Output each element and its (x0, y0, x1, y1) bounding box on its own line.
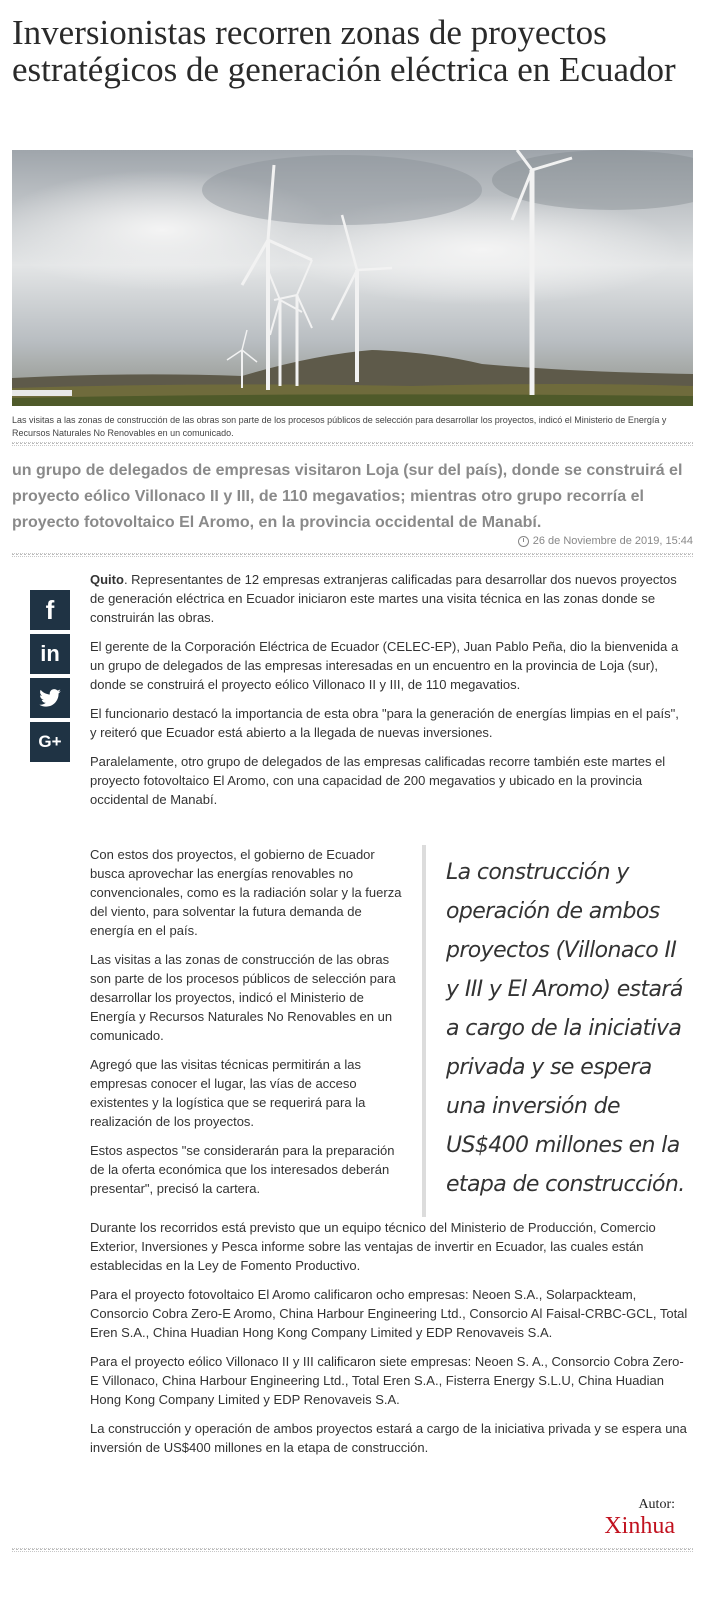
social-share-bar (30, 590, 70, 766)
paragraph: Paralelamente, otro grupo de delegados de las empresas calificadas recorre también este martes el proyecto fotovoltaico El Aromo, con una capacidad de 200 megavatios y ubicado en la provincia occidental de Manabí. (90, 754, 666, 807)
pull-quote: La construcción y operación de ambos proyectos (Villonaco II y III y El Aromo) estará a cargo de la iniciativa privada y se espera una inversión de US$400 millones en la etapa de construcción. (446, 860, 685, 1197)
facebook-share-button[interactable] (30, 590, 70, 630)
pull-quote-bar (422, 845, 426, 1217)
clock-icon (518, 536, 529, 547)
paragraph (90, 570, 688, 627)
twitter-icon (39, 689, 61, 707)
publish-date-text: 26 de Noviembre de 2019, 15:44 (532, 535, 693, 547)
facebook-icon: f (45, 594, 55, 625)
article-body-bottom (90, 1218, 688, 1467)
paragraph: Con estos dos proyectos, el gobierno de Ecuador busca aprovechar las energías renovables no convencionales, como es la radiación solar y la fuerza del viento, para solventar la futura demanda de energía en el país. (90, 847, 402, 938)
article-photo (12, 150, 693, 406)
article-lead: un grupo de delegados de empresas visitaron Loja (sur del país), donde se construirá el proyecto eólico Villonaco II y III, de 110 megavatios; mientras otro grupo recorría el proyecto fotovoltaico El Aromo, en la provincia occidental de Manabí. (12, 462, 683, 531)
paragraph: La construcción y operación de ambos proyectos estará a cargo de la iniciativa privada y se espera una inversión de US$400 millones en la etapa de construcción. (90, 1421, 687, 1455)
divider (12, 553, 693, 557)
linkedin-share-button[interactable] (30, 634, 70, 674)
paragraph-text: . Representantes de 12 empresas extranjeras calificadas para desarrollar dos nuevos proyectos de generación eléctrica en Ecuador iniciaron este martes una visita técnica en las zonas donde se construirán las obras. (90, 572, 677, 625)
wind-turbines-image (12, 150, 693, 406)
paragraph: El funcionario destacó la importancia de esta obra "para la generación de energías limpias en el país", y reiteró que Ecuador está abierto a la llegada de nuevas inversiones. (90, 706, 679, 740)
paragraph: Estos aspectos "se considerarán para la preparación de la oferta económica que los interesados deberán presentar", precisó la cartera. (90, 1143, 395, 1196)
paragraph: Para el proyecto fotovoltaico El Aromo calificaron ocho empresas: Neoen S.A., Solarpackteam, Consorcio Cobra Zero-E Aromo, China Harbour Engineering Ltd., Consorcio Al Faisal-CRBC-GCL, Total Eren S.A., China Huadian Hong Kong Company Limited y EDP Renovaveis S.A. (90, 1287, 688, 1340)
paragraph: Agregó que las visitas técnicas permitirán a las empresas conocer el lugar, las vías de acceso existentes y la logística que se requerirá para la realización de los proyectos. (90, 1057, 366, 1129)
article-body-top (90, 570, 688, 819)
dateline: Quito (90, 572, 124, 587)
headline: Inversionistas recorren zonas de proyectos estratégicos de generación eléctrica en Ecuador (12, 13, 676, 89)
article-body-narrow (90, 845, 402, 1208)
paragraph: Durante los recorridos está previsto que un equipo técnico del Ministerio de Producción, Comercio Exterior, Inversiones y Pesca informe sobre las ventajas de invertir en Ecuador, las cuales están establecidas en la Ley de Fomento Productivo. (90, 1220, 656, 1273)
publish-date (518, 535, 693, 547)
author-label: Autor: (638, 1497, 675, 1512)
paragraph: Para el proyecto eólico Villonaco II y III calificaron siete empresas: Neoen S. A., Consorcio Cobra Zero-E Villonaco, China Harbour Engineering Ltd., Total Eren S.A., Fisterra Energy S.L.U, China Huadian Hong Kong Company Limited y EDP Renovaveis S.A. (90, 1354, 684, 1407)
googleplus-icon: G+ (38, 732, 62, 751)
linkedin-icon: in (40, 641, 60, 666)
photo-caption: Las visitas a las zonas de construcción de las obras son parte de los procesos públicos de selección para desarrollar los proyectos, indicó el Ministerio de Energía y Recursos Naturales No Renovables en un comunicado. (12, 415, 667, 438)
googleplus-share-button[interactable] (30, 722, 70, 762)
divider (12, 442, 693, 446)
author-name[interactable]: Xinhua (604, 1513, 675, 1539)
divider (12, 1548, 693, 1552)
paragraph: El gerente de la Corporación Eléctrica de Ecuador (CELEC-EP), Juan Pablo Peña, dio la bienvenida a un grupo de delegados de las empresas interesadas en un encuentro en la provincia de Loja (sur), donde se construirá el proyecto eólico Villonaco II y III, de 110 megavatios. (90, 639, 679, 692)
paragraph: Las visitas a las zonas de construcción de las obras son parte de los procesos públicos de selección para desarrollar los proyectos, indicó el Ministerio de Energía y Recursos Naturales No Renovables en un comunicado. (90, 952, 396, 1043)
twitter-share-button[interactable] (30, 678, 70, 718)
